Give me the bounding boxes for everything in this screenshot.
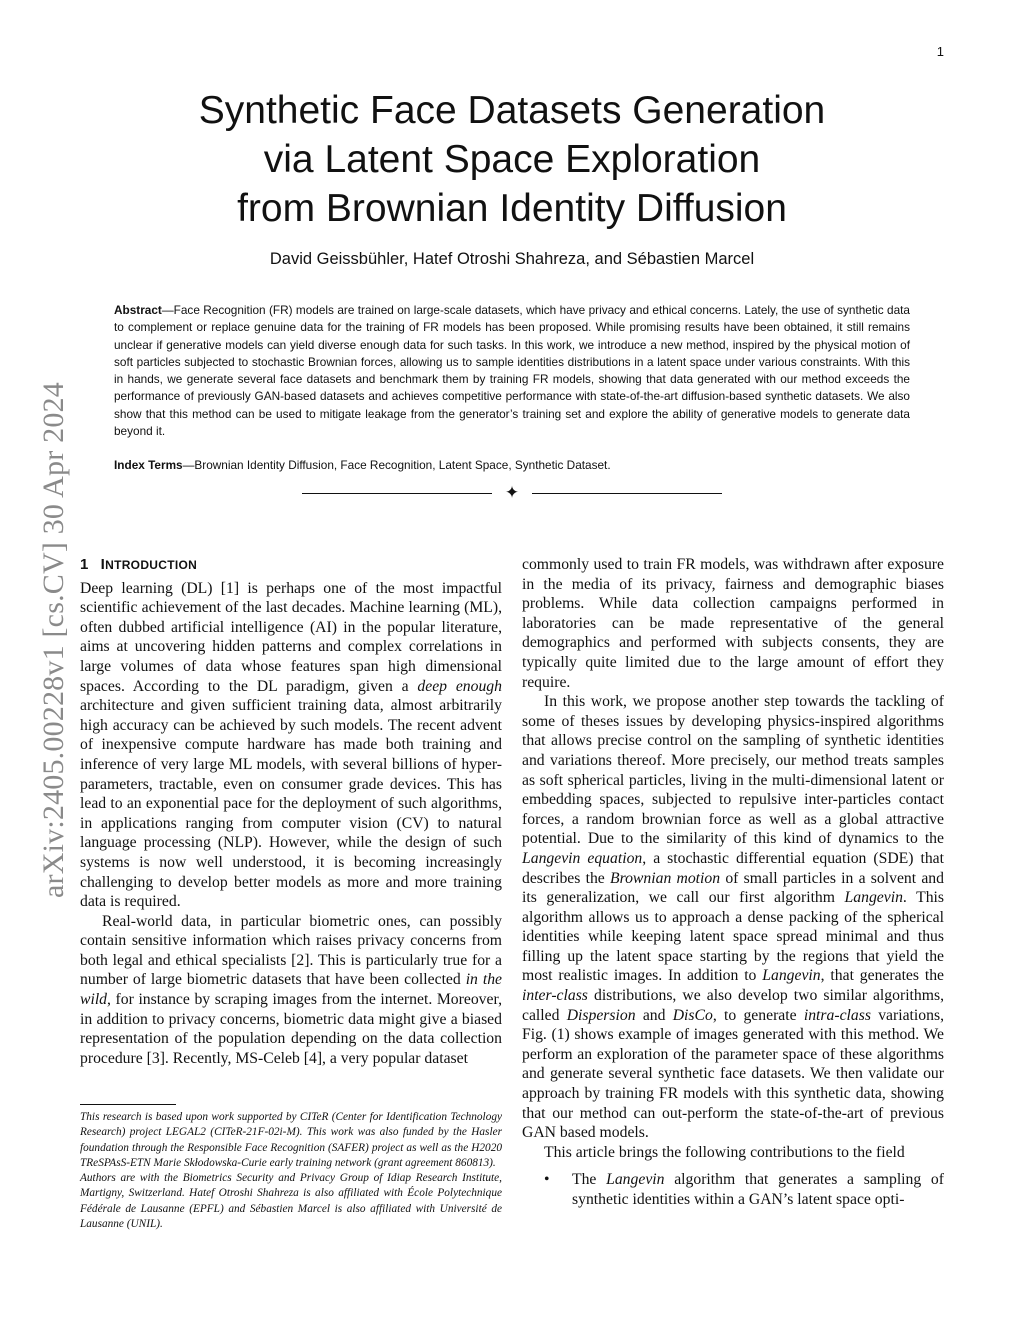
right-column <box>522 555 944 1210</box>
author-list: David Geissbühler, Hatef Otroshi Shahreza, and Sébastien Marcel <box>269 250 755 268</box>
intro-paragraph-3: commonly used to train FR models, was withdrawn after exposure in the media of its privacy, fairness and demographic biases problems. While data collection campaigns performed in laboratories can be made representative of the general demographics and performed with subjects consents, they are typically quite limited due to the large amount of effort they require. <box>522 556 944 691</box>
divider-line-right <box>532 493 722 494</box>
intro-paragraph-2: Real-world data, in particular biometric ones, can possibly contain sensitive information which raises privacy concerns from both legal and ethical specialists [2]. This is particularly true for a number of large biometric datasets that have been collected in the wild, for instance by scraping images from the internet. Moreover, in addition to privacy concerns, biometric data might give a biased representation of the population depending on the data collection procedure [3]. Recently, MS-Celeb [4], a very popular dataset <box>80 912 502 1067</box>
section-title-rest: NTRODUCTION <box>105 558 198 572</box>
title-line-2: via Latent Space Exploration <box>263 138 761 181</box>
abstract-label: Abstract <box>114 303 162 317</box>
paper-title <box>0 86 1024 233</box>
footnote-affiliations: Authors are with the Biometrics Security and Privacy Group of Idiap Research Institute, Martigny, Switzerland. Hatef Otroshi Shahreza is also affiliated with École Polytechnique Fédérale de Lausanne (EPFL) and Sébastien Marcel is also affiliated with Université de Lausanne (UNIL). <box>80 1172 502 1231</box>
page-number: 1 <box>936 44 944 59</box>
index-terms-text: —Brownian Identity Diffusion, Face Recognition, Latent Space, Synthetic Dataset. <box>182 458 611 472</box>
section-number: 1 <box>80 556 89 573</box>
index-terms-label: Index Terms <box>114 458 183 472</box>
title-line-3: from Brownian Identity Diffusion <box>237 187 787 230</box>
intro-paragraph-1: Deep learning (DL) [1] is perhaps one of the most impactful scientific achievement of the last decades. Machine learning (ML), often dubbed artificial intelligence (AI) in the popular literature, aims at uncovering hidden patterns and complex correlations in large volumes of data whose features span high dimensional spaces. According to the DL paradigm, given a deep enough architecture and given sufficient training data, almost arbitrarily high accuracy can be achieved by such models. The recent advent of inexpensive compute hardware has made both training and inference of very large ML models, with several billions of hyper-parameters, tractable, even on consumer grade devices. This has lead to an exponential pace for the deployment of such algorithms, in applications ranging from computer vision (CV) to natural language processing (NLP). However, while the design of such systems is now well understood, it is becoming increasingly challenging to develop better models as more and more training data is required. <box>80 579 502 911</box>
section-heading-introduction <box>80 555 502 576</box>
divider-diamond-icon: ✦ <box>504 483 520 502</box>
footnote-rule <box>80 1104 176 1105</box>
abstract <box>114 302 910 440</box>
footnotes <box>80 1110 502 1232</box>
intro-paragraph-4: In this work, we propose another step towards the tackling of some of theses issues by developing physics-inspired algorithms that allows precise control on the sampling of synthetic identities and variations thereof. More precisely, our method treats samples as soft spherical particles, living in the multi-dimensional latent or embedding spaces, subjected to repulsive inter-particles contact forces, a random brownian force as well as a global attractive potential. Due to the similarity of this kind of dynamics to the Langevin equation, a stochastic differential equation (SDE) that describes the Brownian motion of small particles in a solvent and its generalization, we call our first algorithm Langevin. This algorithm allows us to approach a dense packing of the spherical identities while keeping latent space spread minimal and thus filling up the latent space starting by the regions that yield the most realistic images. In addition to Langevin, that generates the inter-class distributions, we also develop two similar algorithms, called Dispersion and DisCo, to generate intra-class variations, Fig. (1) shows example of images generated with this method. We perform an exploration of the parameter space of these algorithms and generate several synthetic face datasets. We then validate our approach by training FR models with this synthetic data, showing that our method can out-perform the state-of-the-art of previous GAN based models. <box>522 693 944 1142</box>
footnote-funding: This research is based upon work supported by CITeR (Center for Identification Technology Research) project LEGAL2 (CITeR-21F-02i-M). This work was also funded by the Hasler foundation through the Responsible Face Recognition (SAFER) project as well as the H2020 TReSPAsS-ETN Marie Skłodowska-Curie early training network (grant agreement 860813). <box>80 1111 502 1169</box>
left-column <box>80 555 502 1068</box>
section-title-initial: I <box>100 556 106 573</box>
divider-line-left <box>302 493 492 494</box>
abstract-text: —Face Recognition (FR) models are trained on large-scale datasets, which have privacy and ethical concerns. Lately, the use of synthetic data to complement or replace genuine data for the training of FR models has been proposed. While promising results have been obtained, it still remains unclear if generative models can yield diverse enough data for such tasks. In this work, we introduce a new method, inspired by the physical motion of soft particles subjected to stochastic Brownian forces, allowing us to sample identities distributions in a latent space under various constraints. With this in hands, we generate several face datasets and benchmark them by training FR models, showing that data generated with our method exceeds the performance of previously GAN-based datasets and achieves competitive performance with state-of-the-art diffusion-based synthetic datasets. We also show that this method can be used to mitigate leakage from the generator’s training set and explore the ability of generative models to generate data beyond it. <box>114 303 910 439</box>
section-divider <box>300 484 724 504</box>
index-terms <box>114 458 910 472</box>
bullet-icon: • <box>544 1171 550 1189</box>
list-item: • The Langevin algorithm that generates a sampling of synthetic identities within a GAN’s latent space opti- <box>544 1171 944 1208</box>
arxiv-identifier-stamp: arXiv:2405.00228v1 [cs.CV] 30 Apr 2024 <box>37 382 70 898</box>
intro-paragraph-5: This article brings the following contributions to the field <box>544 1143 905 1161</box>
title-line-1: Synthetic Face Datasets Generation <box>198 89 826 132</box>
contributions-list <box>522 1170 944 1209</box>
